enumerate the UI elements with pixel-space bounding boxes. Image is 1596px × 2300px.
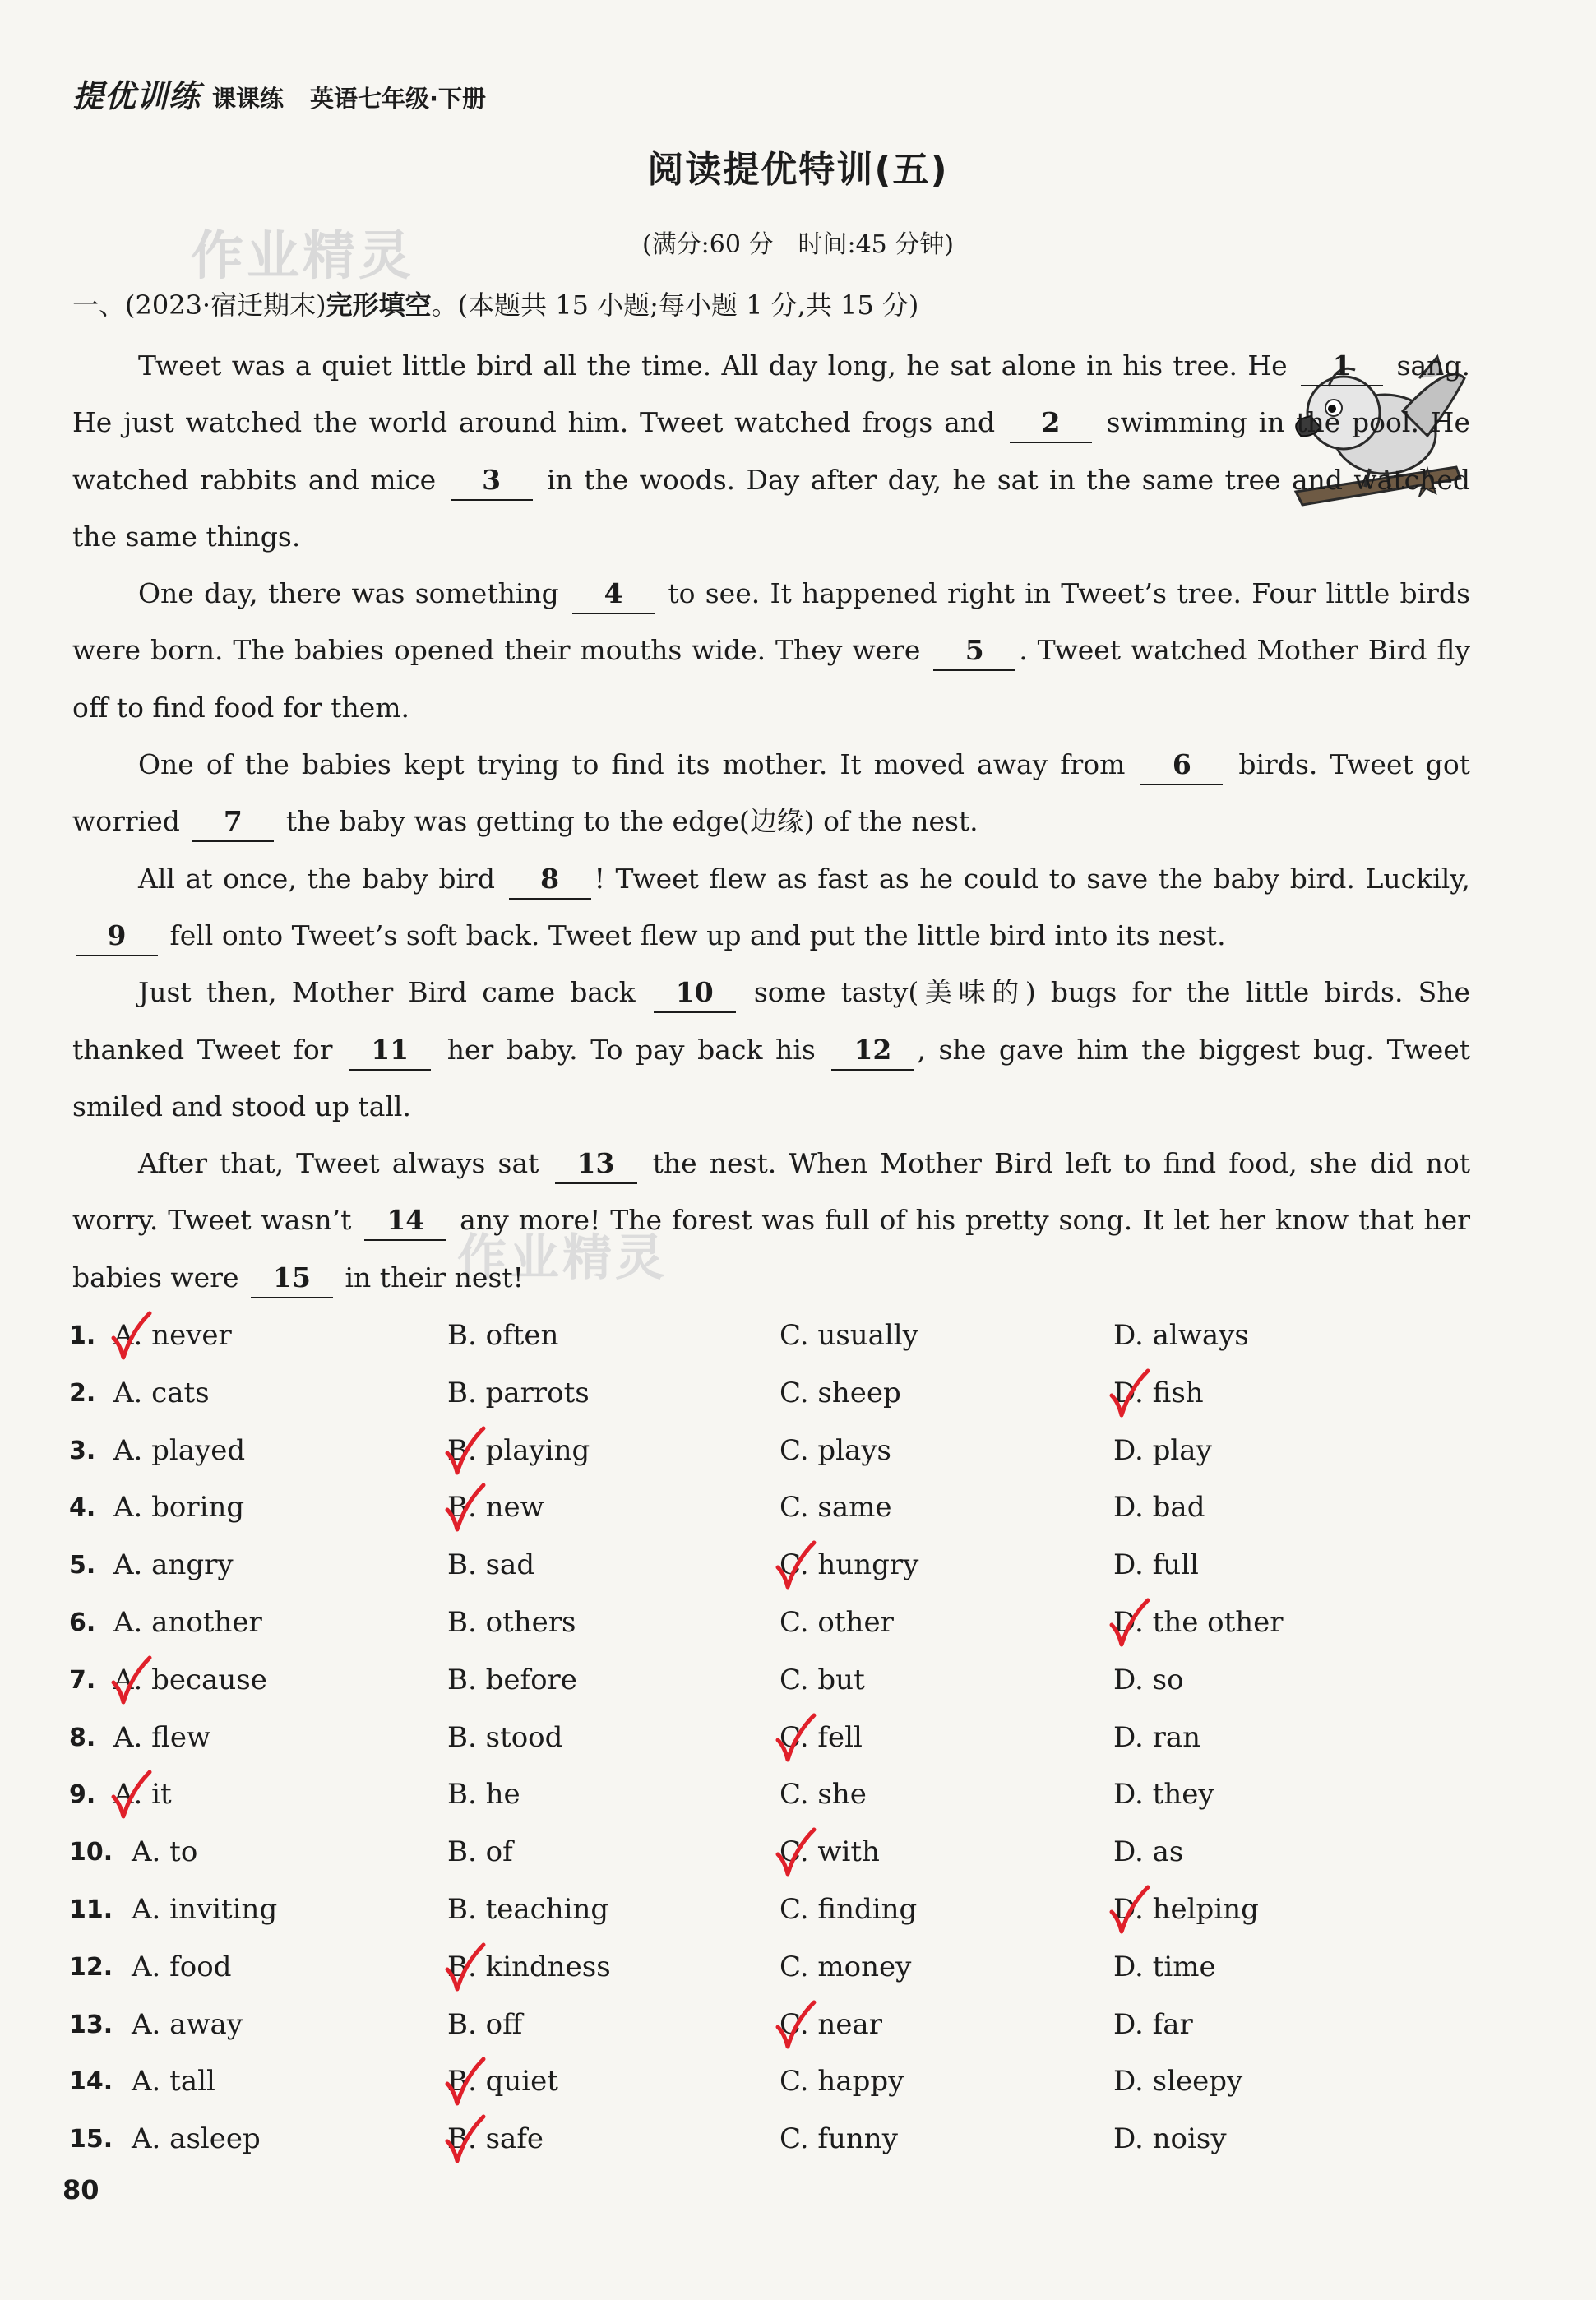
- answer-blank[interactable]: 2: [1010, 404, 1092, 443]
- check-icon: [444, 1941, 487, 1994]
- question-number: 7.: [69, 1665, 96, 1695]
- page-header: [72, 71, 486, 112]
- answer-blank[interactable]: 10: [654, 974, 736, 1013]
- question-number: 10.: [69, 1838, 113, 1867]
- watermark-top: 作业精灵: [191, 226, 414, 287]
- passage-text: the baby was getting to the edge(边缘) of the nest.: [277, 805, 978, 838]
- option-a[interactable]: A. away: [132, 2007, 243, 2041]
- passage-paragraph: [72, 337, 1470, 565]
- option-a[interactable]: A. never: [113, 1319, 232, 1352]
- question-row: [69, 1997, 1467, 2054]
- passage-text: All at once, the baby bird: [138, 862, 506, 895]
- option-a[interactable]: A. boring: [113, 1491, 245, 1525]
- question-number: 2.: [69, 1378, 96, 1408]
- question-row: [69, 1537, 1467, 1594]
- question-number: 11.: [69, 1895, 113, 1924]
- answer-blank[interactable]: 5: [933, 632, 1015, 671]
- question-number: 3.: [69, 1436, 96, 1465]
- option-a[interactable]: A. angry: [113, 1548, 234, 1582]
- passage-text: the nest. When Mother Bird left to find food, she did not worry. Tweet wasn’t: [72, 1147, 1470, 1237]
- question-row: [69, 1710, 1467, 1767]
- passage-text: some tasty(美味的) bugs for the little birds. She thanked Tweet for: [72, 976, 1471, 1066]
- passage-text: One of the babies kept trying to find its mother. It moved away from: [138, 748, 1138, 781]
- option-a[interactable]: A. inviting: [132, 1892, 278, 1926]
- answer-blank[interactable]: 11: [349, 1031, 431, 1071]
- check-icon: [110, 1769, 153, 1821]
- passage-text: After that, Tweet always sat: [138, 1147, 552, 1180]
- option-b[interactable]: B. safe: [447, 2122, 544, 2156]
- option-d[interactable]: D. noisy: [1113, 2122, 1227, 2156]
- passage-text: sang. He just watched the world around him. Tweet watched frogs and: [72, 349, 1471, 439]
- option-d[interactable]: D. the other: [1113, 1605, 1284, 1639]
- option-d[interactable]: D. full: [1113, 1548, 1199, 1582]
- option-d[interactable]: D. play: [1113, 1433, 1212, 1467]
- option-a[interactable]: A. asleep: [132, 2122, 261, 2156]
- answer-blank[interactable]: 1: [1301, 347, 1383, 386]
- passage-text: birds. Tweet got worried: [72, 748, 1470, 838]
- answer-blank[interactable]: 8: [509, 860, 591, 900]
- question-row: [69, 1594, 1467, 1652]
- passage-paragraph: [72, 850, 1470, 965]
- option-d[interactable]: D. as: [1113, 1835, 1184, 1869]
- passage-text: Just then, Mother Bird came back: [138, 976, 650, 1009]
- option-d[interactable]: D. helping: [1113, 1892, 1259, 1926]
- option-d[interactable]: D. far: [1113, 2007, 1193, 2041]
- answer-blank[interactable]: 12: [831, 1031, 914, 1071]
- option-a[interactable]: A. cats: [113, 1376, 210, 1409]
- option-a[interactable]: A. played: [113, 1433, 246, 1467]
- answer-blank[interactable]: 7: [192, 803, 274, 842]
- option-d[interactable]: D. bad: [1113, 1491, 1205, 1525]
- option-b[interactable]: B. playing: [447, 1433, 590, 1467]
- option-c[interactable]: C. happy: [779, 2065, 904, 2099]
- section-heading: [72, 285, 918, 322]
- question-row: [69, 2053, 1467, 2111]
- passage-text: , she gave him the biggest bug. Tweet smiled and stood up tall.: [72, 1033, 1471, 1122]
- answer-blank[interactable]: 9: [76, 917, 158, 956]
- answer-blank[interactable]: 15: [251, 1259, 333, 1298]
- option-c[interactable]: C. fell: [779, 1720, 863, 1754]
- passage-text: any more! The forest was full of his pretty song. It let her know that her babies were: [72, 1204, 1470, 1293]
- option-b[interactable]: B. kindness: [447, 1950, 611, 1983]
- option-b[interactable]: B. before: [447, 1663, 577, 1696]
- cloze-passage: [72, 337, 1470, 1306]
- option-a[interactable]: A. flew: [113, 1720, 211, 1754]
- question-row: [69, 1939, 1467, 1997]
- check-icon: [444, 1482, 487, 1534]
- passage-paragraph: [72, 1135, 1470, 1306]
- check-icon: [110, 1310, 153, 1363]
- section-prefix: 一、(2023·宿迁期末): [72, 289, 326, 321]
- question-row: [69, 2111, 1467, 2168]
- question-row: [69, 1766, 1467, 1824]
- option-b[interactable]: B. parrots: [447, 1376, 590, 1409]
- question-row: [69, 1365, 1467, 1423]
- question-row: [69, 1824, 1467, 1881]
- question-number: 6.: [69, 1608, 96, 1637]
- option-b[interactable]: B. he: [447, 1778, 520, 1812]
- question-number: 9.: [69, 1780, 96, 1810]
- passage-text: . Tweet watched Mother Bird fly off to find food for them.: [72, 634, 1470, 724]
- check-icon: [444, 1425, 487, 1478]
- passage-text: fell onto Tweet’s soft back. Tweet flew up and put the little bird into its nest.: [161, 919, 1226, 951]
- option-c[interactable]: C. plays: [779, 1433, 891, 1467]
- check-icon: [1108, 1884, 1151, 1937]
- answer-blank[interactable]: 3: [451, 461, 533, 501]
- check-icon: [1108, 1368, 1151, 1420]
- passage-text: in the woods. Day after day, he sat in the same tree and watched the same things.: [72, 463, 1471, 553]
- option-c[interactable]: C. finding: [779, 1892, 918, 1926]
- option-b[interactable]: B. sad: [447, 1548, 535, 1582]
- option-c[interactable]: C. near: [779, 2007, 882, 2041]
- option-c[interactable]: C. usually: [779, 1319, 918, 1352]
- check-icon: [110, 1654, 153, 1707]
- passage-text: in their nest!: [336, 1261, 524, 1293]
- question-number: 15.: [69, 2125, 113, 2154]
- passage-text: her baby. To pay back his: [434, 1033, 829, 1066]
- page-number: 80: [62, 2174, 99, 2205]
- brand-name: 提优训练: [72, 78, 201, 114]
- option-b[interactable]: B. of: [447, 1835, 513, 1869]
- option-d[interactable]: D. always: [1113, 1319, 1249, 1352]
- question-number: 12.: [69, 1952, 113, 1982]
- book-info: 英语七年级·下册: [310, 85, 487, 113]
- passage-text: swimming in the pool. He watched rabbits and mice: [72, 406, 1470, 496]
- option-a[interactable]: A. tall: [132, 2065, 215, 2099]
- answer-blank[interactable]: 4: [572, 575, 655, 614]
- score-time-line: (满分:60 分 时间:45 分钟): [641, 230, 955, 259]
- check-icon: [775, 1999, 817, 2052]
- question-number: 1.: [69, 1321, 96, 1350]
- option-a[interactable]: A. it: [113, 1778, 172, 1812]
- question-number: 5.: [69, 1551, 96, 1580]
- passage-paragraph: [72, 565, 1470, 736]
- option-c[interactable]: C. sheep: [779, 1376, 901, 1409]
- option-d[interactable]: D. they: [1113, 1778, 1214, 1812]
- option-b[interactable]: B. stood: [447, 1720, 563, 1754]
- option-c[interactable]: C. hungry: [779, 1548, 919, 1582]
- question-row: [69, 1652, 1467, 1710]
- check-icon: [775, 1539, 817, 1592]
- option-c[interactable]: C. money: [779, 1950, 912, 1983]
- question-number: 8.: [69, 1723, 96, 1752]
- answer-options: [69, 1307, 1467, 2168]
- question-row: [69, 1423, 1467, 1480]
- option-c[interactable]: C. same: [779, 1491, 892, 1525]
- question-number: 13.: [69, 2010, 113, 2039]
- option-d[interactable]: D. sleepy: [1113, 2065, 1243, 2099]
- passage-text: ! Tweet flew as fast as he could to save the baby bird. Luckily,: [594, 862, 1471, 895]
- option-a[interactable]: A. because: [113, 1663, 267, 1696]
- answer-blank[interactable]: 13: [555, 1145, 637, 1184]
- option-d[interactable]: D. time: [1113, 1950, 1216, 1983]
- check-icon: [444, 2113, 487, 2166]
- brand-subtitle: 课课练: [212, 85, 285, 113]
- passage-paragraph: [72, 964, 1470, 1135]
- option-d[interactable]: D. so: [1113, 1663, 1184, 1696]
- question-row: [69, 1479, 1467, 1537]
- option-a[interactable]: A. food: [132, 1950, 232, 1983]
- option-c[interactable]: C. funny: [779, 2122, 898, 2156]
- question-number: 4.: [69, 1493, 96, 1523]
- check-icon: [775, 1712, 817, 1765]
- check-icon: [1108, 1597, 1151, 1650]
- option-b[interactable]: B. off: [447, 2007, 523, 2041]
- option-a[interactable]: A. to: [132, 1835, 198, 1869]
- answer-blank[interactable]: 6: [1140, 746, 1223, 785]
- option-d[interactable]: D. fish: [1113, 1376, 1204, 1409]
- passage-paragraph: [72, 736, 1470, 850]
- option-b[interactable]: B. teaching: [447, 1892, 609, 1926]
- question-row: [69, 1881, 1467, 1939]
- option-a[interactable]: A. another: [113, 1605, 262, 1639]
- option-d[interactable]: D. ran: [1113, 1720, 1201, 1754]
- question-number: 14.: [69, 2067, 113, 2097]
- question-row: [69, 1307, 1467, 1365]
- section-name: 完形填空: [326, 289, 432, 321]
- option-b[interactable]: B. quiet: [447, 2065, 558, 2099]
- option-b[interactable]: B. others: [447, 1605, 576, 1639]
- option-c[interactable]: C. other: [779, 1605, 894, 1639]
- answer-blank[interactable]: 14: [364, 1201, 446, 1241]
- section-rule: 。(本题共 15 小题;每小题 1 分,共 15 分): [431, 289, 919, 321]
- passage-text: to see. It happened right in Tweet’s tree. Four little birds were born. The babies opened their mouths wide. They were: [72, 577, 1471, 667]
- option-c[interactable]: C. but: [779, 1663, 865, 1696]
- check-icon: [444, 2056, 487, 2108]
- watermark-middle: 作业精灵: [457, 1229, 668, 1287]
- passage-text: Tweet was a quiet little bird all the time. All day long, he sat alone in his tree. He: [138, 349, 1298, 382]
- passage-text: One day, there was something: [138, 577, 570, 610]
- option-c[interactable]: C. with: [779, 1835, 880, 1869]
- option-b[interactable]: B. new: [447, 1491, 544, 1525]
- check-icon: [775, 1826, 817, 1879]
- page-title: 阅读提优特训(五): [647, 149, 949, 191]
- option-c[interactable]: C. she: [779, 1778, 867, 1812]
- option-b[interactable]: B. often: [447, 1319, 559, 1352]
